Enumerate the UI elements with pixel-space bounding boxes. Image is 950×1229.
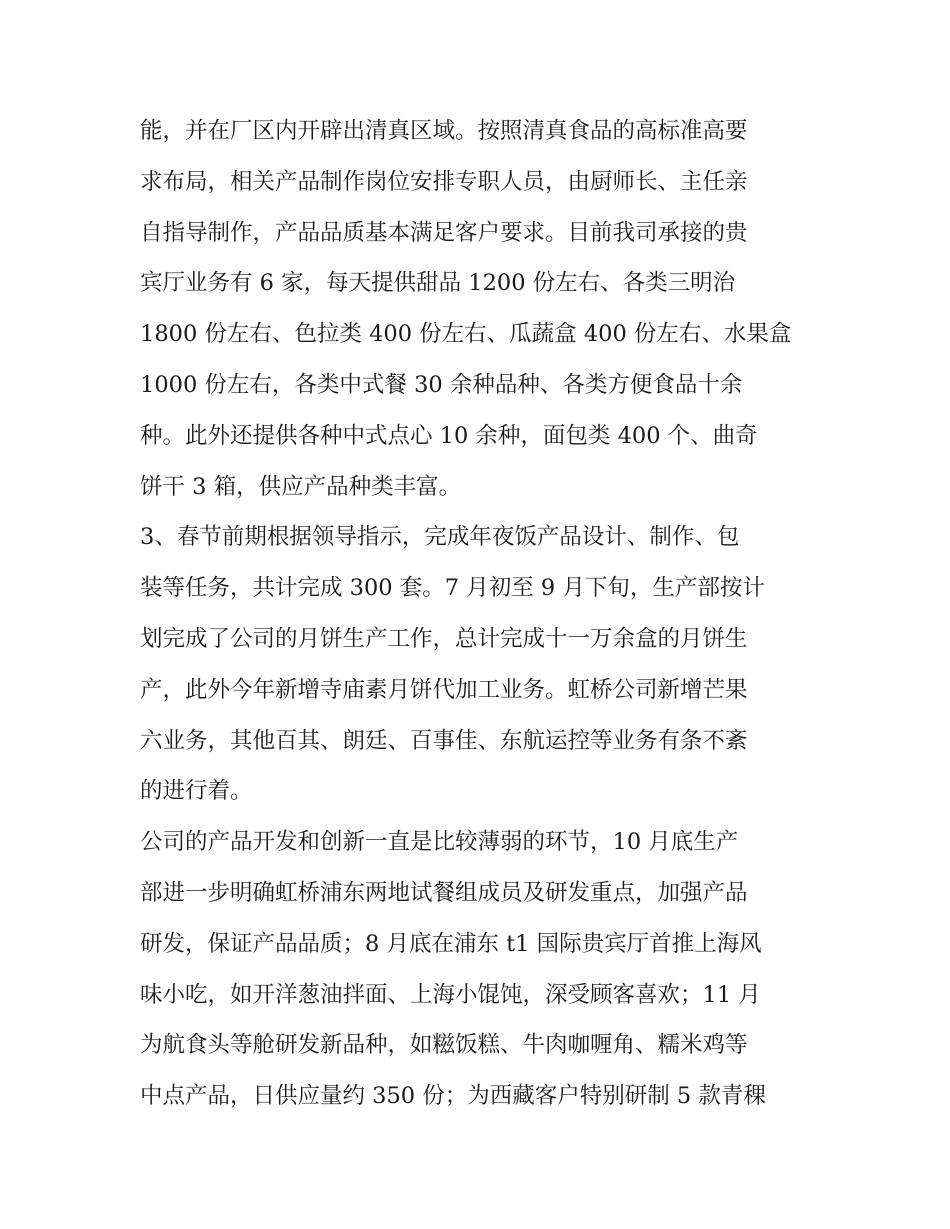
text-line: 能，并在厂区内开辟出清真区域。按照清真食品的高标准高要 (140, 118, 748, 144)
text-line: 的进行着。 (140, 778, 253, 805)
text-line: 求布局，相关产品制作岗位安排专职人员，由厨师长、主任亲 (140, 168, 748, 195)
text-line: 自指导制作，产品品质基本满足客户要求。目前我司承接的贵 (140, 219, 748, 246)
text-line: 六业务，其他百其、朗廷、百事佳、东航运控等业务有条不紊 (140, 727, 748, 754)
text-line: 种。此外还提供各种中式点心 10 余种，面包类 400 个、曲奇 (140, 422, 758, 449)
body-text (140, 106, 830, 1122)
text-line: 部进一步明确虹桥浦东两地试餐组成员及研发重点，加强产品 (140, 879, 748, 906)
text-line: 1800 份左右、色拉类 400 份左右、瓜蔬盒 400 份左右、水果盒 (140, 321, 792, 348)
text-line: 中点产品，日供应量约 350 份；为西藏客户特别研制 5 款青稞 (140, 1083, 766, 1110)
text-line: 划完成了公司的月饼生产工作，总计完成十一万余盒的月饼生 (140, 625, 748, 652)
text-line: 3、春节前期根据领导指示，完成年夜饭产品设计、制作、包 (140, 524, 740, 551)
text-line: 产，此外今年新增寺庙素月饼代加工业务。虹桥公司新增芒果 (140, 676, 748, 703)
text-line: 宾厅业务有 6 家，每天提供甜品 1200 份左右、各类三明治 (140, 270, 736, 297)
text-line: 研发，保证产品品质；8 月底在浦东 t1 国际贵宾厅首推上海风 (140, 930, 762, 957)
text-line: 味小吃，如开洋葱油拌面、上海小馄饨，深受顾客喜欢；11 月 (140, 981, 761, 1008)
text-line: 装等任务，共计完成 300 套。7 月初至 9 月下旬，生产部按计 (140, 575, 765, 602)
text-line: 为航食头等舱研发新品种，如糍饭糕、牛肉咖喱角、糯米鸡等 (140, 1032, 748, 1059)
text-line: 饼干 3 箱，供应产品种类丰富。 (140, 473, 462, 500)
text-line: 1000 份左右，各类中式餐 30 余种品种、各类方便食品十余 (140, 371, 743, 398)
text-line: 公司的产品开发和创新一直是比较薄弱的环节，10 月底生产 (140, 829, 739, 856)
